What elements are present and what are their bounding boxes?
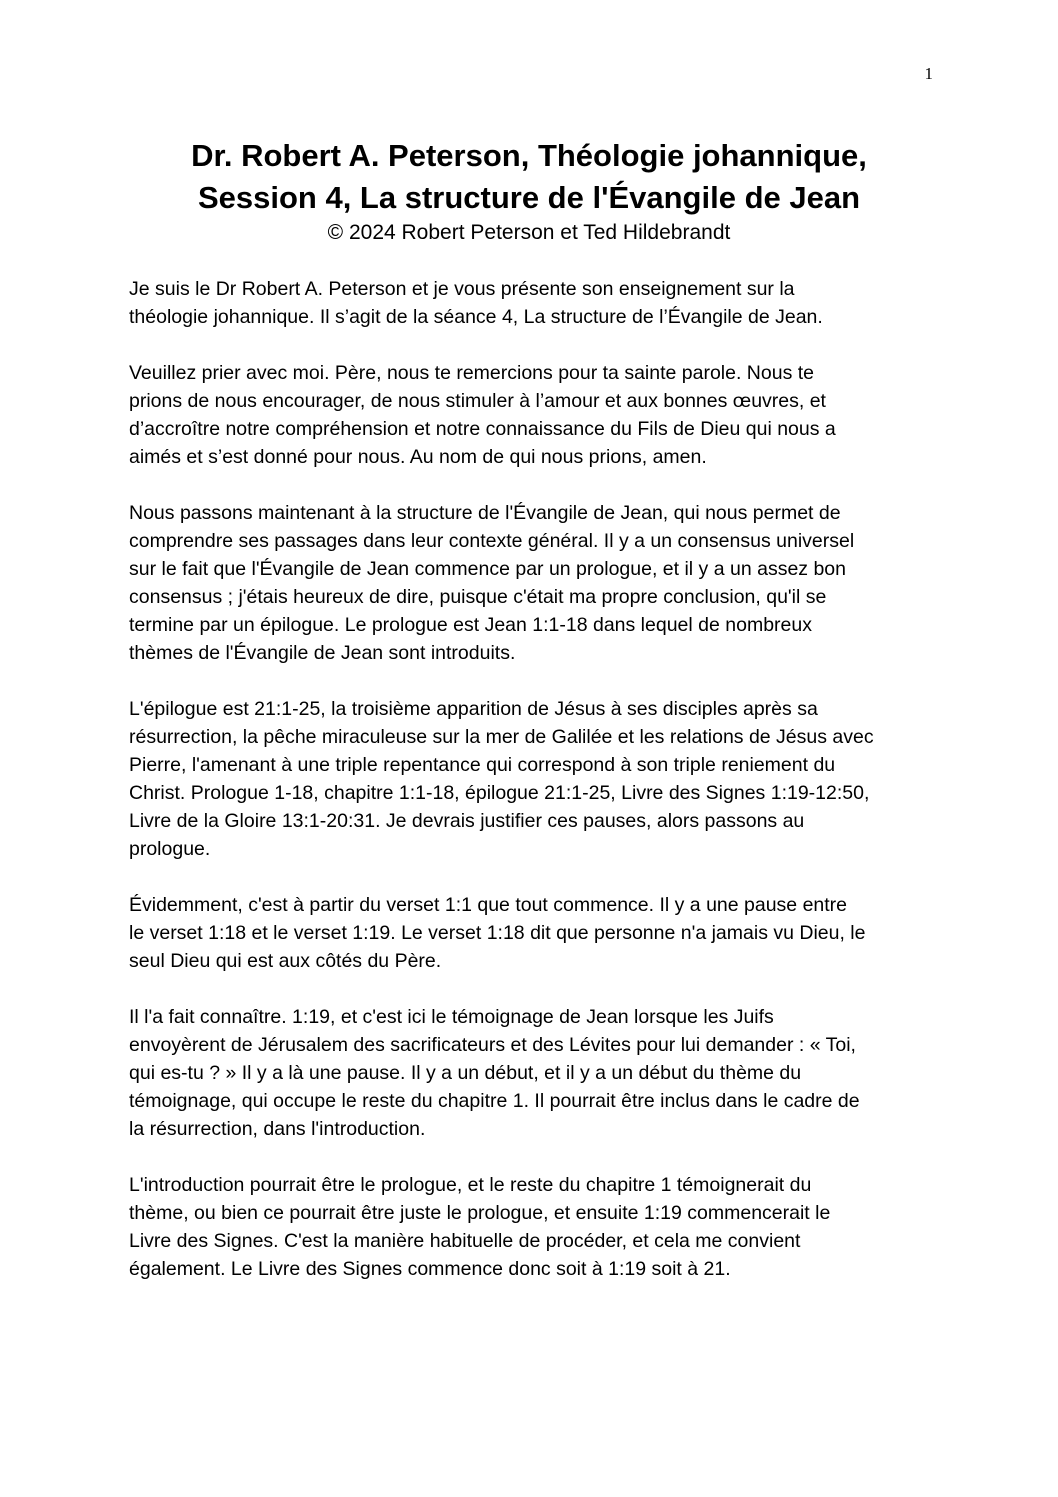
paragraph-introduction [129,1171,934,1283]
text-line: sur le fait que l'Évangile de Jean commence par un prologue, et il y a un assez bon [129,558,846,580]
title-line-2: Session 4, La structure de l'Évangile de Jean [197,180,861,215]
text-line: prions de nous encourager, de nous stimuler à l’amour et aux bonnes œuvres, et [129,390,826,412]
text-line: envoyèrent de Jérusalem des sacrificateurs et des Lévites pour lui demander : « Toi, [129,1034,856,1056]
text-line: Nous passons maintenant à la structure de l'Évangile de Jean, qui nous permet de [129,502,841,524]
text-line: Pierre, l'amenant à une triple repentance qui correspond à son triple reniement du [129,754,836,776]
text-line: L'épilogue est 21:1-25, la troisième apparition de Jésus à ses disciples après sa [129,698,818,720]
paragraph-pause [129,891,934,975]
paragraph-epilogue [129,695,934,863]
text-line: aimés et s’est donné pour nous. Au nom de qui nous prions, amen. [129,446,707,468]
text-line: Il l'a fait connaître. 1:19, et c'est ici le témoignage de Jean lorsque les Juifs [129,1006,774,1028]
title-line-1: Dr. Robert A. Peterson, Théologie johannique, [191,138,867,173]
paragraph-structure [129,499,934,667]
text-line: Je suis le Dr Robert A. Peterson et je vous présente son enseignement sur la [129,278,795,300]
paragraph-testimony [129,1003,934,1143]
page-number: 1 [924,64,933,83]
text-line: L'introduction pourrait être le prologue, et le reste du chapitre 1 témoignerait du [129,1174,812,1196]
text-line: résurrection, la pêche miraculeuse sur la mer de Galilée et les relations de Jésus avec [129,726,874,748]
text-line: Livre de la Gloire 13:1-20:31. Je devrais justifier ces pauses, alors passons au [129,810,805,832]
text-line: qui es-tu ? » Il y a là une pause. Il y a un début, et il y a un début du thème du [129,1062,802,1084]
text-line: Évidemment, c'est à partir du verset 1:1 que tout commence. Il y a une pause entre [129,894,848,916]
text-line: témoignage, qui occupe le reste du chapitre 1. Il pourrait être inclus dans le cadre de [129,1090,860,1112]
text-line: le verset 1:18 et le verset 1:19. Le verset 1:18 dit que personne n'a jamais vu Dieu, le [129,922,866,944]
text-line: Veuillez prier avec moi. Père, nous te remercions pour ta sainte parole. Nous te [129,362,815,384]
paragraph-intro [129,275,934,331]
text-line: prologue. [129,838,211,860]
text-line: la résurrection, dans l'introduction. [129,1118,426,1140]
document-body [129,275,934,1311]
copyright-line: © 2024 Robert Peterson et Ted Hildebrandt [327,221,731,244]
text-line: Christ. Prologue 1-18, chapitre 1:1-18, épilogue 21:1-25, Livre des Signes 1:19-12:50, [129,782,870,804]
text-line: également. Le Livre des Signes commence donc soit à 1:19 soit à 21. [129,1258,731,1280]
text-line: comprendre ses passages dans leur contexte général. Il y a un consensus universel [129,530,855,552]
text-line: consensus ; j'étais heureux de dire, puisque c'était ma propre conclusion, qu'il se [129,586,827,608]
paragraph-prayer [129,359,934,471]
text-line: théologie johannique. Il s’agit de la séance 4, La structure de l’Évangile de Jean. [129,306,823,328]
text-line: d’accroître notre compréhension et notre connaissance du Fils de Dieu qui nous a [129,418,836,440]
text-line: thèmes de l'Évangile de Jean sont introduits. [129,642,516,664]
text-line: thème, ou bien ce pourrait être juste le prologue, et ensuite 1:19 commencerait le [129,1202,831,1224]
text-line: termine par un épilogue. Le prologue est Jean 1:1-18 dans lequel de nombreux [129,614,812,636]
text-line: seul Dieu qui est aux côtés du Père. [129,950,442,972]
text-line: Livre des Signes. C'est la manière habituelle de procéder, et cela me convient [129,1230,801,1252]
document-header [100,135,958,247]
